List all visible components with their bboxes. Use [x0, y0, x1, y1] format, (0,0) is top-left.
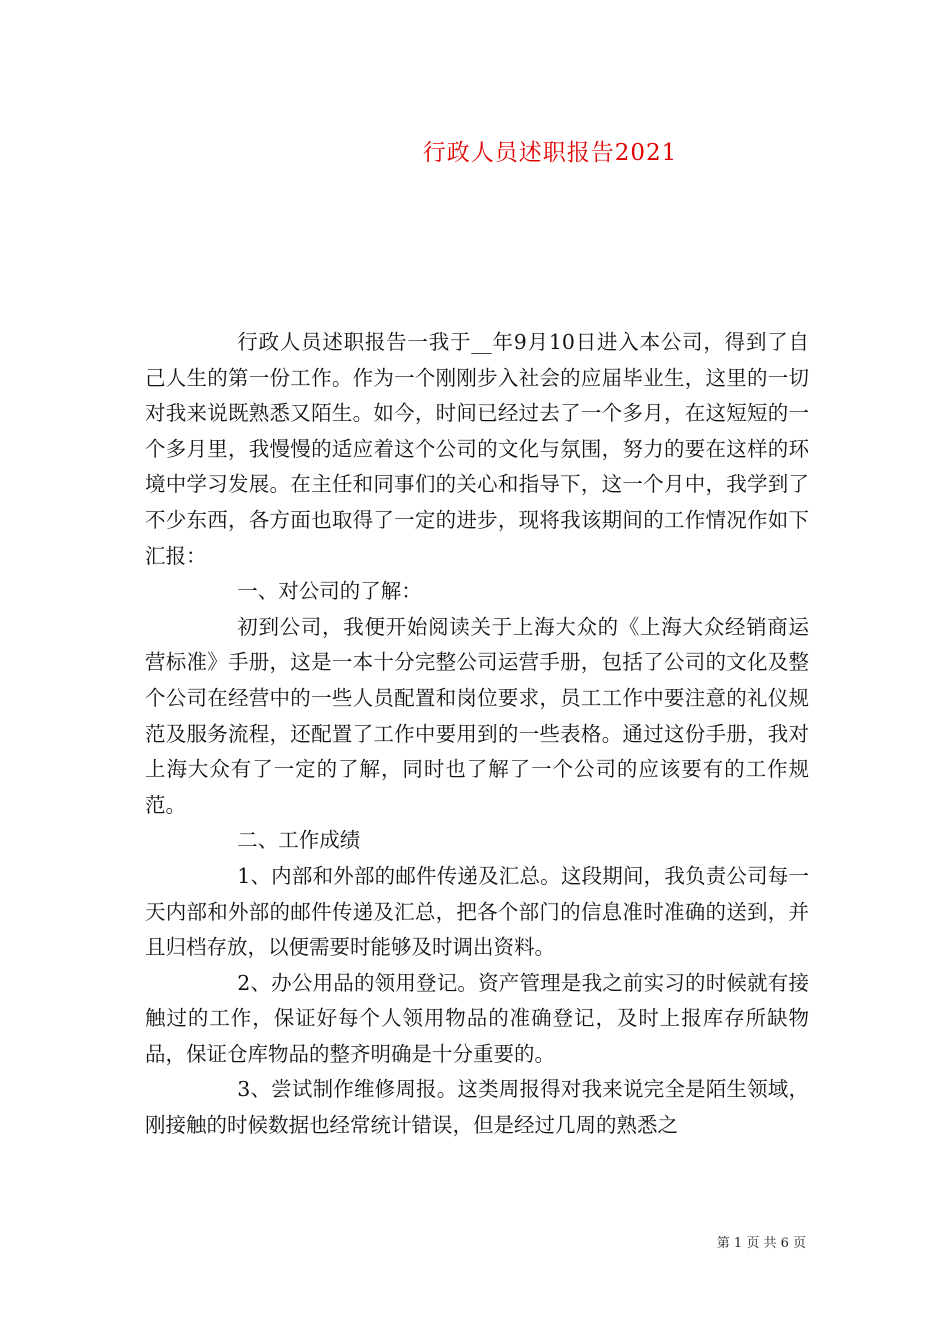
page-footer: 第 1 页 共 6 页: [716, 1236, 806, 1251]
paragraph-item-3: 3、尝试制作维修周报。这类周报得对我来说完全是陌生领域，刚接触的时候数据也经常统计错误，但是经过几周的熟悉之: [145, 1077, 809, 1138]
paragraph-company: 初到公司，我便开始阅读关于上海大众的《上海大众经销商运营标准》手册，这是一本十分完整公司运营手册，包括了公司的文化及整个公司在经营中的一些人员配置和岗位要求，员工工作中要注意的礼仪规范及服务流程，还配置了工作中要用到的一些表格。通过这份手册，我对上海大众有了一定的了解，同时也了解了一个公司的应该要有的工作规范。: [145, 614, 809, 817]
paragraph-intro: 行政人员述职报告一我于__年9月10日进入本公司，得到了自己人生的第一份工作。作为一个刚刚步入社会的应届毕业生，这里的一切对我来说既熟悉又陌生。如今，时间已经过去了一个多月，在这短短的一个多月里，我慢慢的适应着这个公司的文化与氛围，努力的要在这样的环境中学习发展。在主任和同事们的关心和指导下，这一个月中，我学到了不少东西，各方面也取得了一定的进步，现将我该期间的工作情况作如下汇报：: [145, 330, 809, 568]
section-heading-company: 一、对公司的了解：: [237, 579, 422, 604]
document-title: 行政人员述职报告2021: [422, 140, 678, 166]
paragraph-item-1: 1、内部和外部的邮件传递及汇总。这段期间，我负责公司每一天内部和外部的邮件传递及汇总，把各个部门的信息准时准确的送到，并且归档存放，以便需要时能够及时调出资料。: [145, 863, 809, 960]
document-body: [145, 325, 809, 1144]
section-heading-achievements: 二、工作成绩: [237, 828, 361, 853]
paragraph-item-2: 2、办公用品的领用登记。资产管理是我之前实习的时候就有接触过的工作，保证好每个人领用物品的准确登记，及时上报库存所缺物品，保证仓库物品的整齐明确是十分重要的。: [145, 970, 809, 1066]
